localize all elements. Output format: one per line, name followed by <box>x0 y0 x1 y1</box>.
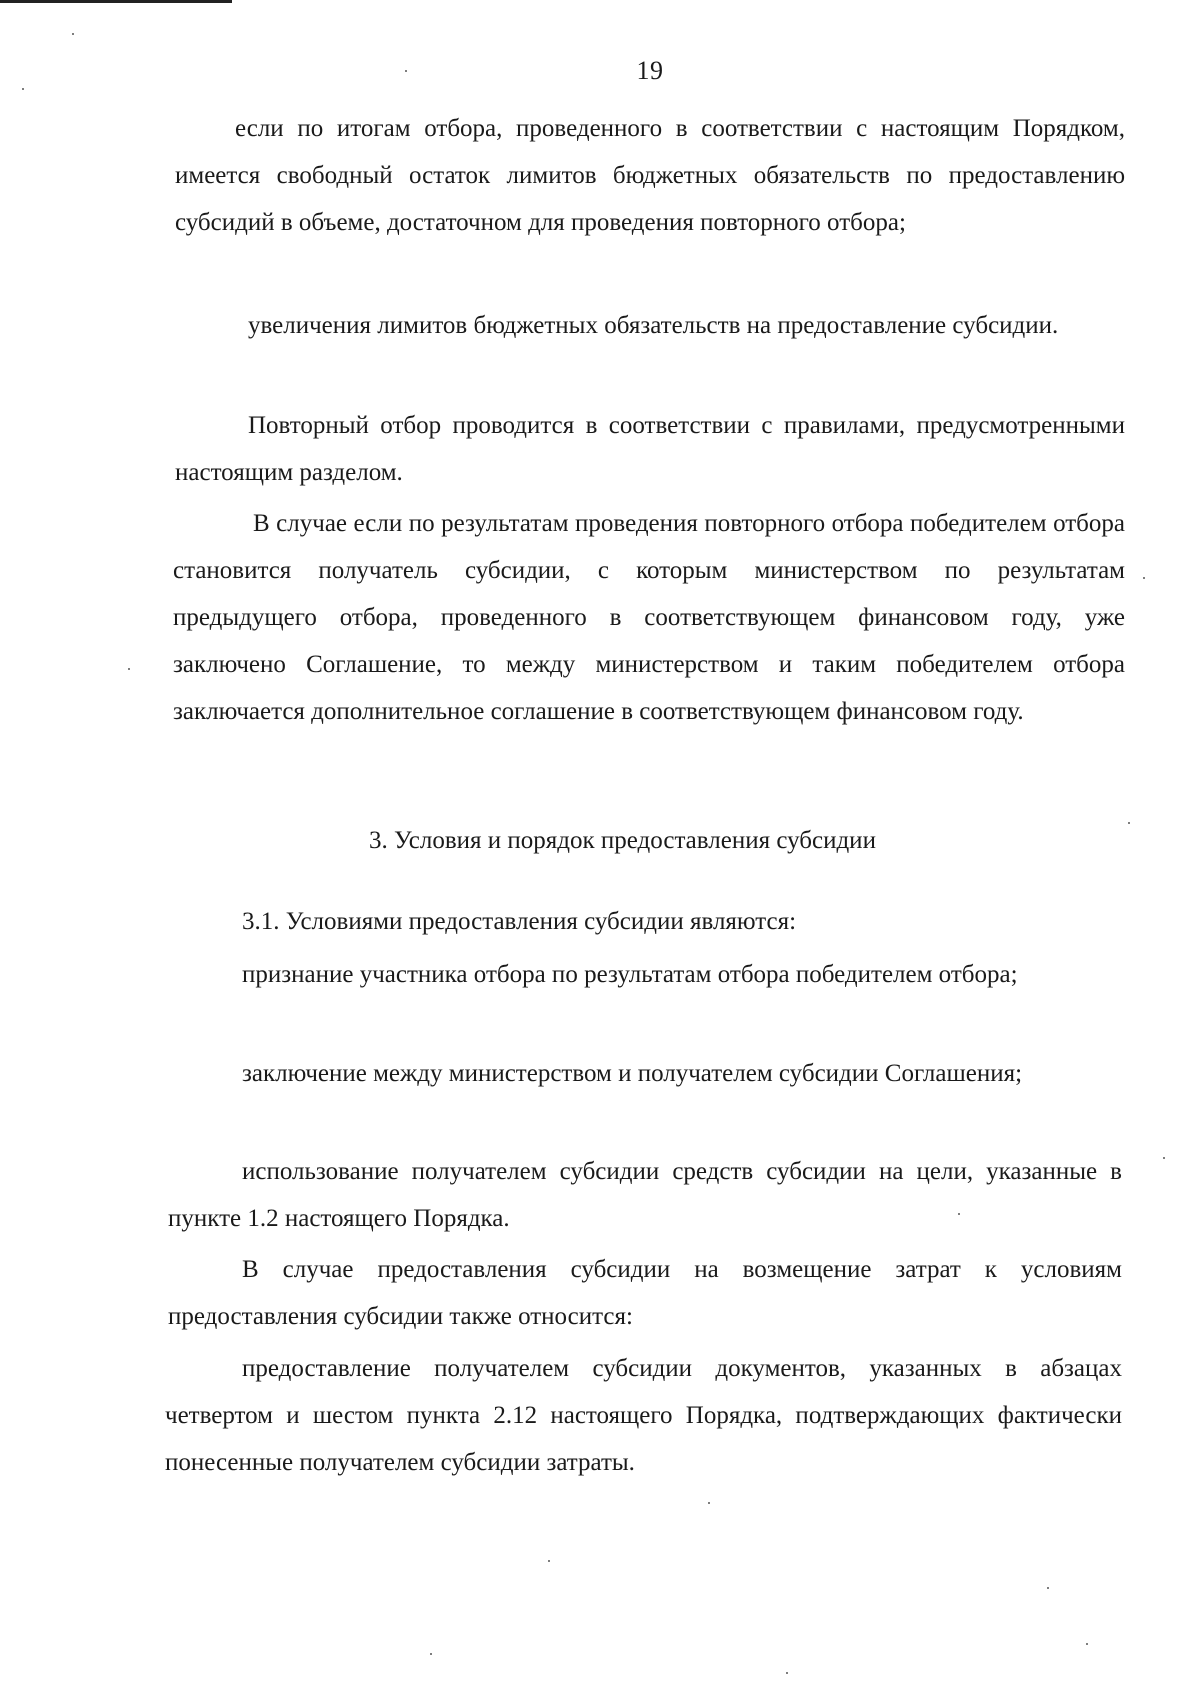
scan-speck <box>1128 822 1130 824</box>
scan-speck <box>548 1560 550 1562</box>
scan-speck <box>1163 1157 1165 1159</box>
scan-speck <box>128 668 130 670</box>
scan-speck <box>786 1672 788 1674</box>
page-number: 19 <box>636 56 664 85</box>
scan-speck <box>22 88 24 90</box>
scan-speck <box>405 70 407 72</box>
scan-speck <box>430 1653 432 1655</box>
paragraph-condition-winner: признание участника отбора по результатам отбора победителем отбора; <box>242 961 1018 988</box>
section-heading: 3. Условия и порядок предоставления субсидии <box>369 827 876 854</box>
paragraph-conditions-intro: 3.1. Условиями предоставления субсидии являются: <box>242 908 797 935</box>
paragraph-repeat-selection: Повторный отбор проводится в соответствии с правилами, предусмотренными настоящим разделом. <box>175 412 1125 486</box>
paragraph-limits-increase: увеличения лимитов бюджетных обязательств на предоставление субсидии. <box>248 312 1059 339</box>
scan-speck <box>708 1502 710 1504</box>
paragraph-condition-purpose: использование получателем субсидии средств субсидии на цели, указанные в пункте 1.2 настоящего Порядка. <box>168 1158 1122 1232</box>
scan-speck <box>1143 577 1145 579</box>
paragraph-documents: предоставление получателем субсидии документов, указанных в абзацах четвертом и шестом пункта 2.12 настоящего Порядка, подтверждающих фактически понесенные получателем субсидии затраты. <box>165 1355 1122 1476</box>
scan-speck <box>1047 1587 1049 1589</box>
scan-top-edge-line <box>0 0 232 3</box>
paragraph-remaining-limits: если по итогам отбора, проведенного в соответствии с настоящим Порядком, имеется свободный остаток лимитов бюджетных обязательств по предоставлению субсидий в объеме, достаточном для проведения повторного отбора; <box>175 115 1125 236</box>
paragraph-condition-agreement: заключение между министерством и получателем субсидии Соглашения; <box>242 1060 1023 1087</box>
scan-speck <box>958 1213 960 1215</box>
paragraph-cost-reimbursement: В случае предоставления субсидии на возмещение затрат к условиям предоставления субсидии также относится: <box>168 1256 1122 1330</box>
scan-speck <box>72 33 74 35</box>
scan-speck <box>1086 1643 1088 1645</box>
paragraph-additional-agreement: В случае если по результатам проведения повторного отбора победителем отбора становится получатель субсидии, с которым министерством по результатам предыдущего отбора, проведенного в соответствующем финансовом году, уже заключено Соглашение, то между министерством и таким победителем отбора заключается дополнительное соглашение в соответствующем финансовом году. <box>173 510 1125 725</box>
